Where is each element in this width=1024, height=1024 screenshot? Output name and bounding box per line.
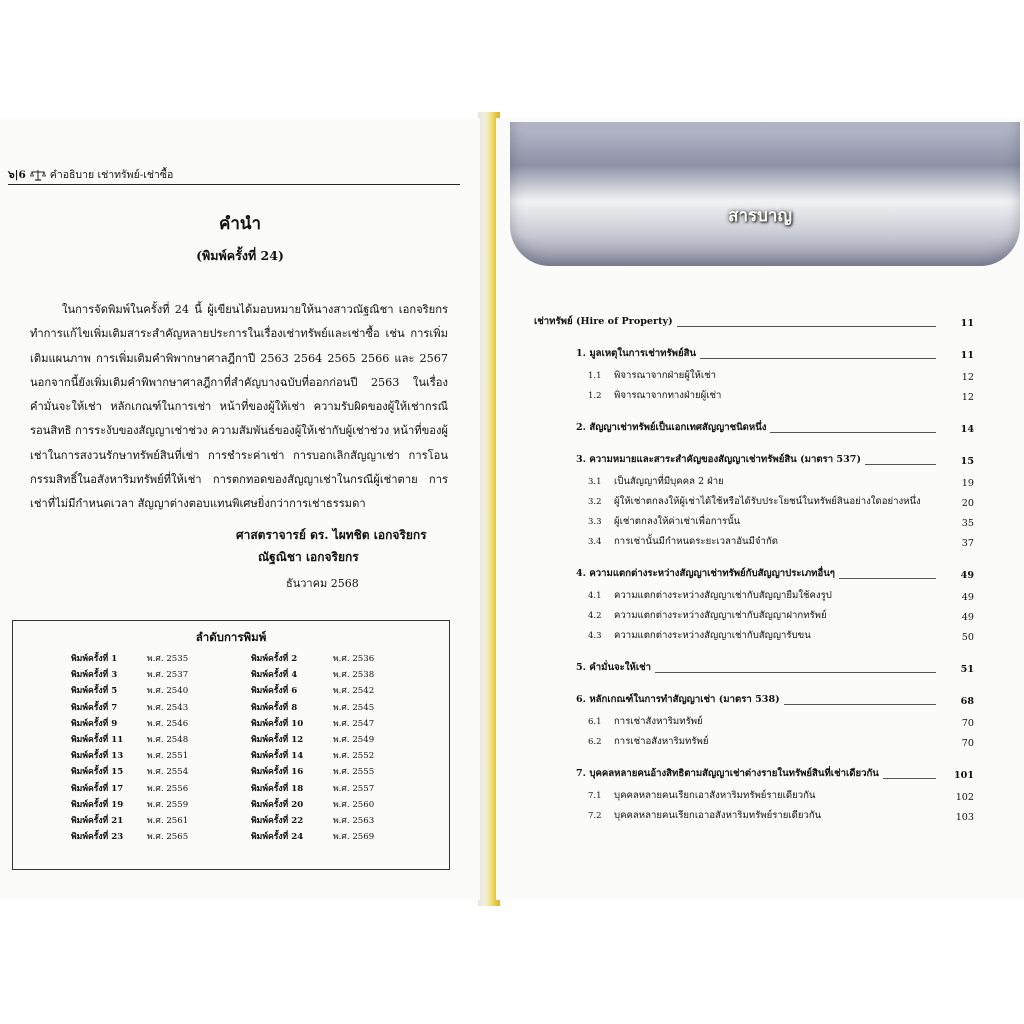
toc-chapter-row [576,566,974,581]
toc-entry-text [588,714,703,729]
print-history-cell: พิมพ์ครั้งที่ 17 [71,783,124,794]
toc-page-number: 20 [961,498,974,509]
toc-entry-label: 4. ความแตกต่างระหว่างสัญญาเช่าทรัพย์กับสัญญาประเภทอื่นๆ [576,568,835,579]
toc-entry-text [534,314,673,329]
print-history-cell: พิมพ์ครั้งที่ 14 [251,751,304,762]
toc-banner [510,122,1020,266]
toc-section-row [588,368,974,383]
toc-entry-text [576,692,780,707]
toc-entry-label: การเช่านั้นมีกำหนดระยะเวลาอันมีจำกัด [614,536,778,547]
print-history-cell: พ.ศ. 2557 [333,783,375,794]
toc-section-number: 6.2 [588,737,602,747]
print-history-cell: พิมพ์ครั้งที่ 24 [251,832,304,843]
toc-chapter-row [576,420,974,435]
print-history-cell: พ.ศ. 2536 [333,654,375,664]
toc-leader-line [865,464,936,465]
toc-section-number: 7.1 [588,791,602,801]
toc-page-number: 103 [955,812,974,823]
toc-page-number: 50 [961,632,974,643]
print-history-cell: พ.ศ. 2542 [333,686,375,697]
print-history-cell: พิมพ์ครั้งที่ 20 [251,799,304,810]
print-history-cell: พิมพ์ครั้งที่ 11 [71,734,124,745]
preface-body [30,298,448,517]
toc-section-row [588,588,974,603]
toc-page-number: 37 [961,538,974,549]
toc-entry-text [588,734,708,749]
toc-section-number: 3.3 [588,517,602,527]
toc-section-row [588,788,974,803]
print-history-row [71,829,431,845]
toc-section-row [588,734,974,749]
toc-page-number: 19 [961,478,974,489]
print-history-cell: พ.ศ. 2546 [147,718,189,729]
print-history-row [71,797,431,813]
print-history-cell: พ.ศ. 2540 [147,686,189,697]
signature-date: ธันวาคม 2568 [286,577,359,590]
toc-page-number: 12 [961,372,974,383]
toc-section-number: 6.1 [588,717,602,727]
toc-entry-text [576,346,696,361]
print-history-cell: พ.ศ. 2563 [333,815,375,826]
coauthor-signature: ณัฐณิชา เอกจริยกร [258,550,359,564]
toc-entry-label: พิจารณาจากทางฝ่ายผู้เช่า [614,390,722,401]
print-history-cell: พิมพ์ครั้งที่ 22 [251,815,304,826]
toc-leader-line [677,326,936,327]
toc-entry-text [576,452,861,467]
print-history-cell: พิมพ์ครั้งที่ 18 [251,783,304,794]
toc-section-number: 3.2 [588,497,602,507]
print-history-cell: พิมพ์ครั้งที่ 19 [71,799,124,810]
print-history-cell: พิมพ์ครั้งที่ 6 [251,686,298,697]
toc-page-number: 11 [960,350,974,361]
right-page [496,118,1024,900]
toc-chapter-row [576,692,974,707]
toc-page-number: 15 [960,456,974,467]
toc-entry-label: 7. บุคคลหลายคนอ้างสิทธิตามสัญญาเช่าต่างรายในทรัพย์สินที่เช่าเดียวกัน [576,768,879,779]
toc-page-number: 14 [960,424,974,435]
toc-entry-label: บุคคลหลายคนเรียกเอาสังหาริมทรัพย์รายเดียวกัน [614,790,816,801]
toc-entry-text [576,660,651,675]
print-history-cell: พ.ศ. 2552 [333,751,375,762]
toc-page-number: 102 [955,792,974,803]
toc-chapter-row [534,314,974,331]
toc-entry-label: 5. คำมั่นจะให้เช่า [576,662,652,673]
print-history-cell: พ.ศ. 2545 [333,702,375,713]
print-history-cell: พ.ศ. 2569 [333,832,375,843]
print-history-cell: พิมพ์ครั้งที่ 12 [251,734,304,745]
toc-page-number: 70 [961,738,974,749]
print-history-row [71,781,431,797]
print-history-cell: พ.ศ. 2549 [333,734,375,745]
preface-paragraph: ในการจัดพิมพ์ในครั้งที่ 24 นี้ ผู้เขียนได้มอบหมายให้นางสาวณัฐณิชา เอกจริยกร ทำการแก้ไขเพิ่มเติมสาระสำคัญหลายประการในเรื่องเช่าทรัพย์และเช่าซื้อ เช่น การเพิ่มเติมแผนภาพ การเพิ่มเติมคำพิพากษาศาลฎีกาปี 2563 2564 2565 2566 และ 2567 นอกจากนี้ยังเพิ่มเติมคำพิพากษาศาลฎีกาที่สำคัญบางฉบับที่ออกก่อนปี 2563 ในเรื่อง คำมั่นจะให้เช่า หลักเกณฑ์ในการเช่า หน้าที่ของผู้ให้เช่า ความรับผิดของผู้ให้เช่ากรณีรอนสิทธิ การระงับของสัญญาเช่าช่วง ความสัมพันธ์ของผู้ให้เช่ากับผู้เช่าช่วง หน้าที่ของผู้เช่าในการสงวนรักษาทรัพย์สินที่เช่า การชำระค่าเช่า การบอกเลิกสัญญาเช่า การโอนกรรมสิทธิ์ในอสังหาริมทรัพย์ที่ให้เช่า การตกทอดของสัญญาเช่าในกรณีผู้เช่าตาย การเช่าที่ไม่มีกำหนดเวลา สัญญาต่างตอบแทนพิเศษยิ่งกว่าการเช่าธรรมดา [30,303,448,511]
toc-entry-label: 3. ความหมายและสาระสำคัญของสัญญาเช่าทรัพย์สิน (มาตรา 537) [576,454,862,465]
toc-section-number: 3.1 [588,477,602,487]
print-history-cell: พ.ศ. 2561 [147,815,189,826]
author-signature: ศาสตราจารย์ ดร. ไผทชิต เอกจริยกร [236,528,427,542]
toc-chapter-row [576,346,974,361]
toc-page-number: 101 [953,770,974,781]
print-history-cell: พิมพ์ครั้งที่ 13 [71,751,124,762]
running-head-title: คำอธิบาย เช่าทรัพย์-เช่าซื้อ [49,169,174,181]
toc-page-number: 68 [960,696,974,707]
toc-leader-line [700,358,936,359]
print-history-cell: พิมพ์ครั้งที่ 5 [71,686,118,697]
toc-page-number: 11 [960,318,974,329]
page-number: ๖|6 [8,169,26,181]
print-history-cell: พ.ศ. 2535 [147,654,189,664]
toc-section-row [588,808,974,823]
toc-entry-text [588,534,778,549]
toc-section-number: 1.2 [588,391,602,401]
toc-entry-label: การเช่าสังหาริมทรัพย์ [614,716,703,727]
print-history-cell: พ.ศ. 2559 [147,799,189,810]
toc-entry-text [576,420,766,435]
toc-page-number: 70 [961,718,974,729]
toc-chapter-row [576,660,974,675]
toc-leader-line [770,432,936,433]
toc-section-row [588,534,974,549]
toc-page-number: 49 [961,612,974,623]
print-history-cell: พ.ศ. 2547 [333,718,375,729]
toc-section-row [588,714,974,729]
print-history-row [71,651,431,667]
toc-chapter-row [576,766,974,781]
print-history-cell: พิมพ์ครั้งที่ 2 [251,654,298,664]
toc-page-number: 35 [961,518,974,529]
left-page [0,118,480,900]
print-history-cell: พ.ศ. 2556 [147,783,189,794]
toc-entry-label: การเช่าอสังหาริมทรัพย์ [614,736,709,747]
toc-page-number: 12 [961,392,974,403]
print-history-cell: พ.ศ. 2543 [147,702,189,713]
toc-section-row [588,514,974,529]
print-history-cell: พิมพ์ครั้งที่ 9 [71,718,118,729]
toc-entry-label: บุคคลหลายคนเรียกเอาอสังหาริมทรัพย์รายเดียวกัน [614,810,822,821]
print-history-cell: พ.ศ. 2555 [333,767,375,778]
toc-section-row [588,388,974,403]
print-history-row [71,716,431,732]
print-history-cell: พิมพ์ครั้งที่ 10 [251,718,304,729]
toc-entry-text [588,494,921,509]
print-history-cell: พ.ศ. 2551 [147,751,189,762]
toc-leader-line [883,778,936,779]
scales-of-justice-icon [30,169,46,181]
toc-entry-text [576,766,879,781]
print-history-cell: พ.ศ. 2537 [147,670,189,681]
print-history-cell: พ.ศ. 2548 [147,734,189,745]
toc-section-number: 4.2 [588,611,602,621]
print-history-cell: พิมพ์ครั้งที่ 21 [71,815,124,826]
toc-section-number: 4.1 [588,591,602,601]
toc-entry-text [588,514,740,529]
header-rule [8,184,460,185]
toc-entry-label: ความแตกต่างระหว่างสัญญาเช่ากับสัญญารับขน [614,630,811,641]
toc-section-number: 3.4 [588,537,602,547]
toc-entry-label: เป็นสัญญาที่มีบุคคล 2 ฝ่าย [614,476,724,487]
print-history-cell: พิมพ์ครั้งที่ 4 [251,670,298,681]
toc-section-row [588,494,974,509]
toc-entry-label: ความแตกต่างระหว่างสัญญาเช่ากับสัญญายืมใช้คงรูป [614,590,832,601]
toc-entry-label: 2. สัญญาเช่าทรัพย์เป็นเอกเทศสัญญาชนิดหนึ่ง [576,422,767,433]
toc-entry-text [588,788,815,803]
toc-page-number: 51 [960,664,974,675]
toc-entry-text [588,388,721,403]
toc-entry-text [588,474,724,489]
print-history-box [12,620,450,870]
toc-entry-label: 6. หลักเกณฑ์ในการทำสัญญาเช่า (มาตรา 538) [576,694,780,705]
preface-subtitle: (พิมพ์ครั้งที่ 24) [196,248,284,263]
running-head [8,166,173,183]
toc-section-row [588,628,974,643]
toc-page-number: 49 [960,570,974,581]
toc-title: สารบาญ [728,206,792,226]
print-history-cell: พ.ศ. 2565 [147,832,189,843]
toc-leader-line [655,672,936,673]
toc-section-row [588,608,974,623]
toc-section-number: 4.3 [588,631,602,641]
print-history-cell: พ.ศ. 2554 [147,767,189,778]
toc-leader-line [839,578,936,579]
print-history-row [71,764,431,780]
toc-page-number: 49 [961,592,974,603]
toc-entry-text [588,608,827,623]
print-history-cell: พิมพ์ครั้งที่ 23 [71,832,124,843]
toc-entry-label: เช่าทรัพย์ (Hire of Property) [534,316,673,327]
print-history-row [71,700,431,716]
toc-entry-text [588,628,811,643]
print-history-row [71,813,431,829]
print-history-row [71,667,431,683]
toc-entry-text [588,588,832,603]
toc-entry-label: ผู้เช่าตกลงให้ค่าเช่าเพื่อการนั้น [614,516,741,527]
print-history-cell: พิมพ์ครั้งที่ 3 [71,670,118,681]
print-history-row [71,683,431,699]
toc-entry-text [588,368,716,383]
toc-leader-line [784,704,936,705]
toc-entry-text [588,808,821,823]
toc-entry-label: พิจารณาจากฝ่ายผู้ให้เช่า [614,370,717,381]
print-history-cell: พิมพ์ครั้งที่ 1 [71,654,118,664]
toc-entry-label: 1. มูลเหตุในการเช่าทรัพย์สิน [576,348,696,359]
toc-section-number: 1.1 [588,371,602,381]
print-history-cell: พิมพ์ครั้งที่ 8 [251,702,298,713]
toc-entry-label: ความแตกต่างระหว่างสัญญาเช่ากับสัญญาฝากทรัพย์ [614,610,827,621]
toc-section-number: 7.2 [588,811,602,821]
print-history-cell: พิมพ์ครั้งที่ 16 [251,767,304,778]
toc-entry-label: ผู้ให้เช่าตกลงให้ผู้เช่าได้ใช้หรือได้รับประโยชน์ในทรัพย์สินอย่างใดอย่างหนึ่ง [614,496,921,507]
print-history-grid [71,651,431,845]
preface-title: คำนำ [218,214,262,234]
print-history-cell: พิมพ์ครั้งที่ 7 [71,702,118,713]
print-history-row [71,748,431,764]
toc-entry-text [576,566,835,581]
print-history-row [71,732,431,748]
print-history-cell: พ.ศ. 2538 [333,670,375,681]
toc-section-row [588,474,974,489]
print-history-title: ลำดับการพิมพ์ [195,630,267,644]
toc-chapter-row [576,452,974,467]
print-history-cell: พ.ศ. 2560 [333,799,375,810]
print-history-cell: พิมพ์ครั้งที่ 15 [71,767,124,778]
